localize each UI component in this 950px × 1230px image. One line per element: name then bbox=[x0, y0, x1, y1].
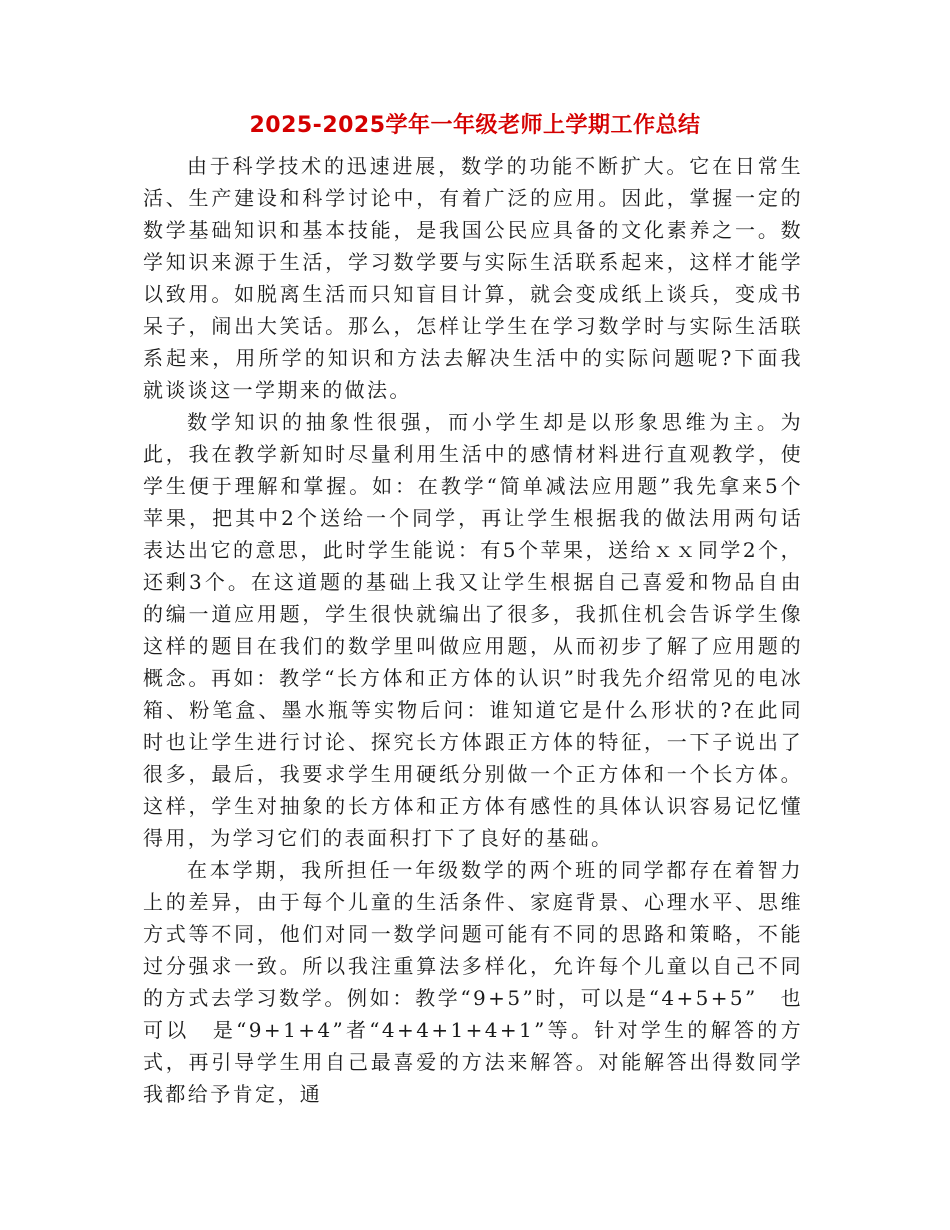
paragraph-1: 由于科学技术的迅速进展，数学的功能不断扩大。它在日常生活、生产建设和科学讨论中，有着广泛的应用。因此，掌握一定的数学基础知识和基本技能，是我国公民应具备的文化素养之一。数学知识来源于生活，学习数学要与实际生活联系起来，这样才能学以致用。如脱离生活而只知盲目计算，就会变成纸上谈兵，变成书呆子，闹出大笑话。那么，怎样让学生在学习数学时与实际生活联系起来，用所学的知识和方法去解决生活中的实际问题呢?下面我就谈谈这一学期来的做法。 bbox=[143, 154, 803, 402]
document-title: 2025-2025学年一年级老师上学期工作总结 bbox=[249, 113, 701, 138]
paragraph-3: 在本学期，我所担任一年级数学的两个班的同学都存在着智力上的差异，由于每个儿童的生活条件、家庭背景、心理水平、思维方式等不同，他们对同一数学问题可能有不同的思路和策略，不能过分强求一致。所以我注重算法多样化，允许每个儿童以自己不同的方式去学习数学。例如：教学“9+5”时，可以是“4+5+5” 也可以 是“9+1+4”者“4+4+1+4+1”等。针对学生的解答的方式，再引导学生用自己最喜爱的方法来解答。对能解答出得数同学我都给予肯定，通 bbox=[143, 858, 803, 1106]
paragraph-2: 数学知识的抽象性很强，而小学生却是以形象思维为主。为此，我在教学新知时尽量利用生活中的感情材料进行直观教学，使学生便于理解和掌握。如：在教学“简单减法应用题”我先拿来5个苹果，把其中2个送给一个同学，再让学生根据我的做法用两句话表达出它的意思，此时学生能说：有5个苹果，送给ｘｘ同学2个，还剩3个。在这道题的基础上我又让学生根据自己喜爱和物品自由的编一道应用题，学生很快就编出了很多，我抓住机会告诉学生像这样的题目在我们的数学里叫做应用题，从而初步了解了应用题的概念。再如：教学“长方体和正方体的认识”时我先介绍常见的电冰箱、粉笔盒、墨水瓶等实物后问：谁知道它是什么形状的?在此同时也让学生进行讨论、探究长方体跟正方体的特征，一下子说出了很多，最后，我要求学生用硬纸分别做一个正方体和一个长方体。这样，学生对抽象的长方体和正方体有感性的具体认识容易记忆懂得用，为学习它们的表面积打下了良好的基础。 bbox=[143, 410, 803, 850]
document-body bbox=[143, 150, 803, 1110]
